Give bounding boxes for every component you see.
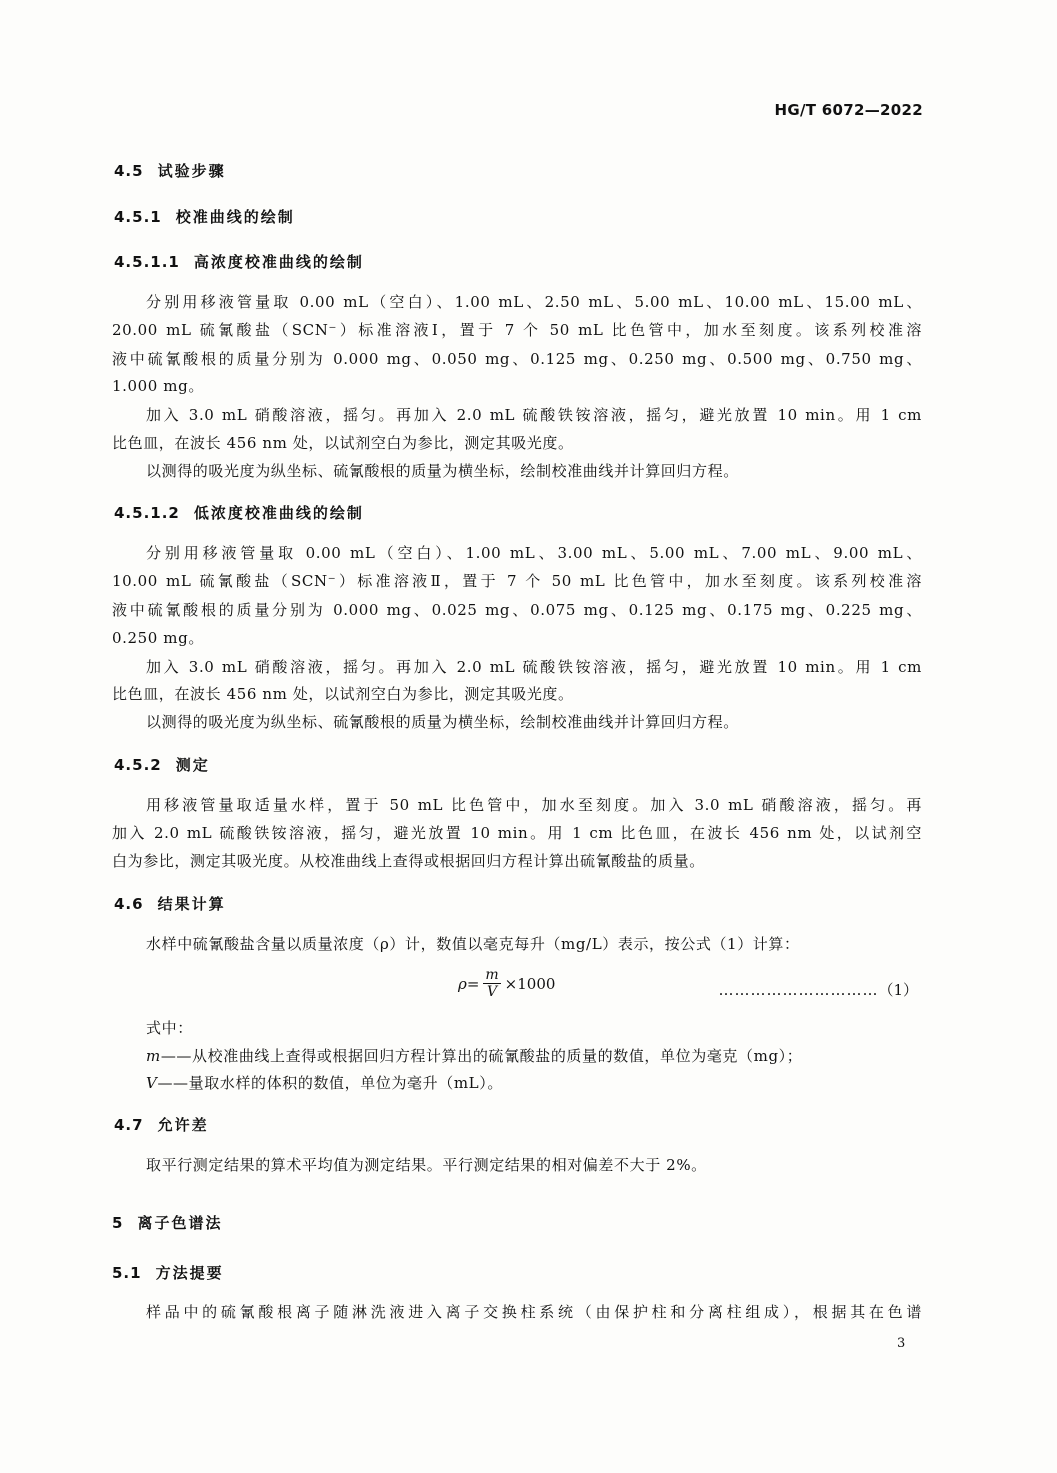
section-heading-5-1: [112, 1262, 224, 1283]
fraction-denominator: V: [486, 984, 498, 1000]
section-title: 校准曲线的绘制: [175, 208, 295, 226]
section-number: 5.1: [112, 1264, 142, 1282]
section-heading-4-5: [114, 160, 226, 181]
section-number: 4.5.1.1: [114, 253, 180, 271]
section-number: 4.5.2: [114, 756, 162, 774]
formula-fraction: [483, 967, 500, 1000]
paragraph-line: 分别用移液管量取 0.00 mL（空白）、1.00 mL、3.00 mL、5.00 mL、7.00 mL、9.00 mL、: [146, 544, 922, 562]
section-heading-4-5-1-1: [114, 251, 364, 272]
definition-text: ——从校准曲线上查得或根据回归方程计算出的硫氰酸盐的质量的数值，单位为毫克（mg）；: [160, 1047, 803, 1065]
section-number: 4.5.1: [114, 208, 162, 226]
paragraph-line: 20.00 mL 硫氰酸盐（SCN⁻）标准溶液Ⅰ，置于 7 个 50 mL 比色管中，加水至刻度。该系列校准溶: [112, 321, 922, 339]
leader-dots: …………………………: [718, 981, 879, 999]
formula-1: [458, 967, 555, 1000]
section-title: 方法提要: [155, 1264, 224, 1282]
definition-variable: V: [146, 1074, 158, 1092]
section-title: 允许差: [157, 1116, 209, 1134]
paragraph-line: 加入 3.0 mL 硝酸溶液，摇匀。再加入 2.0 mL 硫酸铁铵溶液，摇匀，避光放置 10 min。用 1 cm: [146, 658, 922, 676]
paragraph-line: 液中硫氰酸根的质量分别为 0.000 mg、0.025 mg、0.075 mg、0.125 mg、0.175 mg、0.225 mg、: [112, 601, 922, 619]
section-title: 试验步骤: [157, 162, 226, 180]
definition-variable: m: [146, 1047, 161, 1065]
paragraph-line: 1.000 mg。: [112, 377, 204, 395]
section-heading-4-5-1: [114, 206, 295, 227]
paragraph-line: 以测得的吸光度为纵坐标、硫氰酸根的质量为横坐标，绘制校准曲线并计算回归方程。: [146, 713, 739, 731]
paragraph-line: 分别用移液管量取 0.00 mL（空白）、1.00 mL、2.50 mL、5.00 mL、10.00 mL、15.00 mL、: [146, 293, 922, 311]
paragraph-line: 用移液管量取适量水样，置于 50 mL 比色管中，加水至刻度。加入 3.0 mL 硝酸溶液，摇匀。再: [146, 796, 922, 814]
paragraph-line: 10.00 mL 硫氰酸盐（SCN⁻）标准溶液Ⅱ，置于 7 个 50 mL 比色管中，加水至刻度。该系列校准溶: [112, 572, 922, 590]
equation-number: （1）: [878, 981, 918, 999]
paragraph-line: 比色皿，在波长 456 nm 处，以试剂空白为参比，测定其吸光度。: [112, 434, 574, 452]
section-heading-4-7: [114, 1114, 209, 1135]
section-title: 高浓度校准曲线的绘制: [193, 253, 364, 271]
section-title: 结果计算: [157, 895, 226, 913]
page-number: 3: [897, 1336, 906, 1351]
fraction-numerator: m: [485, 967, 499, 983]
formula-rhs: ×1000: [504, 974, 556, 993]
section-title: 测定: [175, 756, 210, 774]
where-label: 式中：: [146, 1019, 193, 1037]
section-title: 离子色谱法: [137, 1214, 223, 1232]
definition-v: [146, 1073, 956, 1093]
definition-text: ——量取水样的体积的数值，单位为毫升（mL）。: [157, 1074, 503, 1092]
formula-lhs: ρ=: [458, 974, 480, 993]
section-title: 低浓度校准曲线的绘制: [193, 504, 364, 522]
paragraph-line: 水样中硫氰酸盐含量以质量浓度（ρ）计，数值以毫克每升（mg/L）表示，按公式（1）计算：: [146, 935, 800, 953]
paragraph-line: 比色皿，在波长 456 nm 处，以试剂空白为参比，测定其吸光度。: [112, 685, 574, 703]
paragraph-line: 白为参比，测定其吸光度。从校准曲线上查得或根据回归方程计算出硫氰酸盐的质量。: [112, 852, 705, 870]
section-number: 4.5.1.2: [114, 504, 180, 522]
section-number: 4.7: [114, 1116, 144, 1134]
section-number: 4.5: [114, 162, 144, 180]
definition-m: [146, 1046, 956, 1066]
section-number: 5: [112, 1214, 124, 1232]
paragraph-line: 以测得的吸光度为纵坐标、硫氰酸根的质量为横坐标，绘制校准曲线并计算回归方程。: [146, 462, 739, 480]
paragraph-line: 加入 2.0 mL 硫酸铁铵溶液，摇匀，避光放置 10 min。用 1 cm 比色皿，在波长 456 nm 处，以试剂空: [112, 824, 922, 842]
paragraph-line: 取平行测定结果的算术平均值为测定结果。平行测定结果的相对偏差不大于 2%。: [146, 1156, 707, 1174]
paragraph-line: 加入 3.0 mL 硝酸溶液，摇匀。再加入 2.0 mL 硫酸铁铵溶液，摇匀，避光放置 10 min。用 1 cm: [146, 406, 922, 424]
section-heading-4-5-1-2: [114, 502, 364, 523]
section-heading-5: [112, 1212, 222, 1233]
paragraph-line: 样品中的硫氰酸根离子随淋洗液进入离子交换柱系统（由保护柱和分离柱组成），根据其在色谱: [146, 1303, 922, 1321]
section-number: 4.6: [114, 895, 144, 913]
paragraph-line: 液中硫氰酸根的质量分别为 0.000 mg、0.050 mg、0.125 mg、0.250 mg、0.500 mg、0.750 mg、: [112, 350, 922, 368]
section-heading-4-6: [114, 893, 226, 914]
equation-number-line: [718, 979, 918, 1000]
standard-code: HG/T 6072—2022: [774, 101, 923, 119]
paragraph-line: 0.250 mg。: [112, 629, 204, 647]
section-heading-4-5-2: [114, 754, 210, 775]
